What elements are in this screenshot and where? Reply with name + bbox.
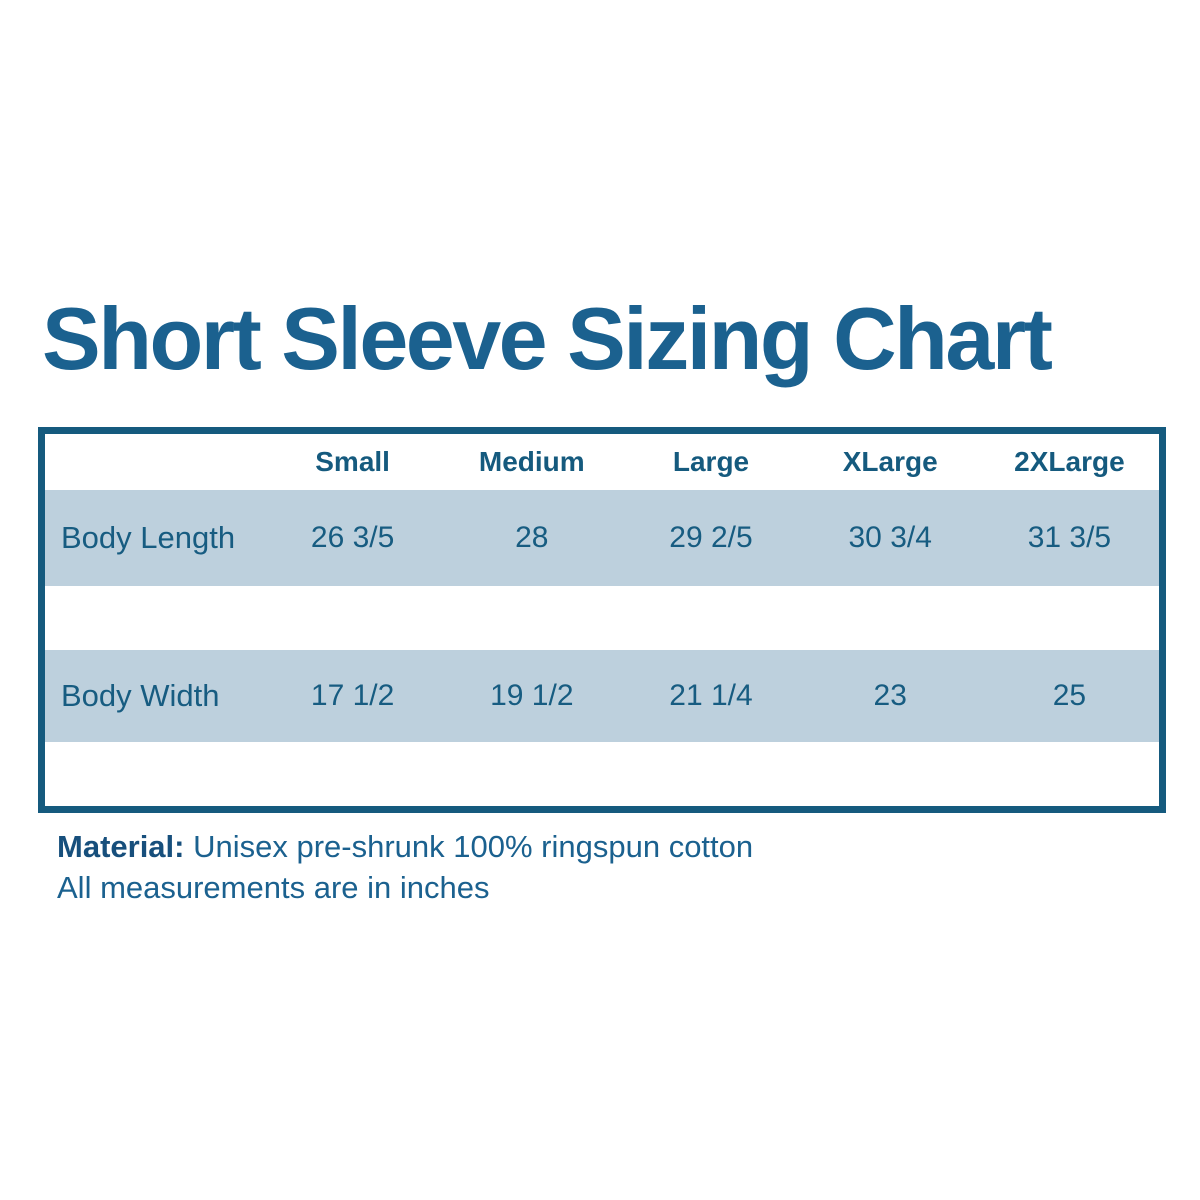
- measurements-note: All measurements are in inches: [57, 870, 490, 905]
- table-spacer-row: [45, 586, 1159, 650]
- body-width-2xlarge: 25: [1052, 679, 1087, 712]
- body-length-medium: 28: [515, 521, 549, 554]
- header-cell-large: Large: [672, 446, 750, 477]
- header-cell-2xlarge: 2XLarge: [1014, 446, 1125, 477]
- material-note: [57, 826, 753, 867]
- body-width-medium: 19 1/2: [490, 679, 574, 712]
- header-cell-xlarge: XLarge: [842, 446, 938, 477]
- body-length-xlarge: 30 3/4: [848, 521, 932, 554]
- body-width-small: 17 1/2: [310, 679, 395, 712]
- table-row-body-width: [45, 650, 1159, 742]
- material-value: Unisex pre-shrunk 100% ringspun cotton: [193, 829, 754, 864]
- table-bottom-spacer-row: [45, 742, 1159, 806]
- body-length-large: 29 2/5: [669, 521, 753, 554]
- row-label: Body Length: [61, 520, 236, 555]
- table-row-body-length: [45, 490, 1159, 586]
- material-label: Material:: [57, 829, 185, 864]
- body-width-xlarge: 23: [873, 679, 907, 712]
- sizing-table: [38, 427, 1166, 813]
- footer-notes: [57, 826, 753, 908]
- table-header-row: [45, 434, 1159, 490]
- body-width-large: 21 1/4: [669, 679, 753, 712]
- header-cell-small: Small: [315, 446, 390, 477]
- body-length-2xlarge: 31 3/5: [1027, 521, 1112, 554]
- page-title: Short Sleeve Sizing Chart: [42, 289, 1051, 388]
- body-length-small: 26 3/5: [310, 521, 395, 554]
- row-label: Body Width: [61, 678, 220, 713]
- header-cell-medium: Medium: [478, 446, 585, 477]
